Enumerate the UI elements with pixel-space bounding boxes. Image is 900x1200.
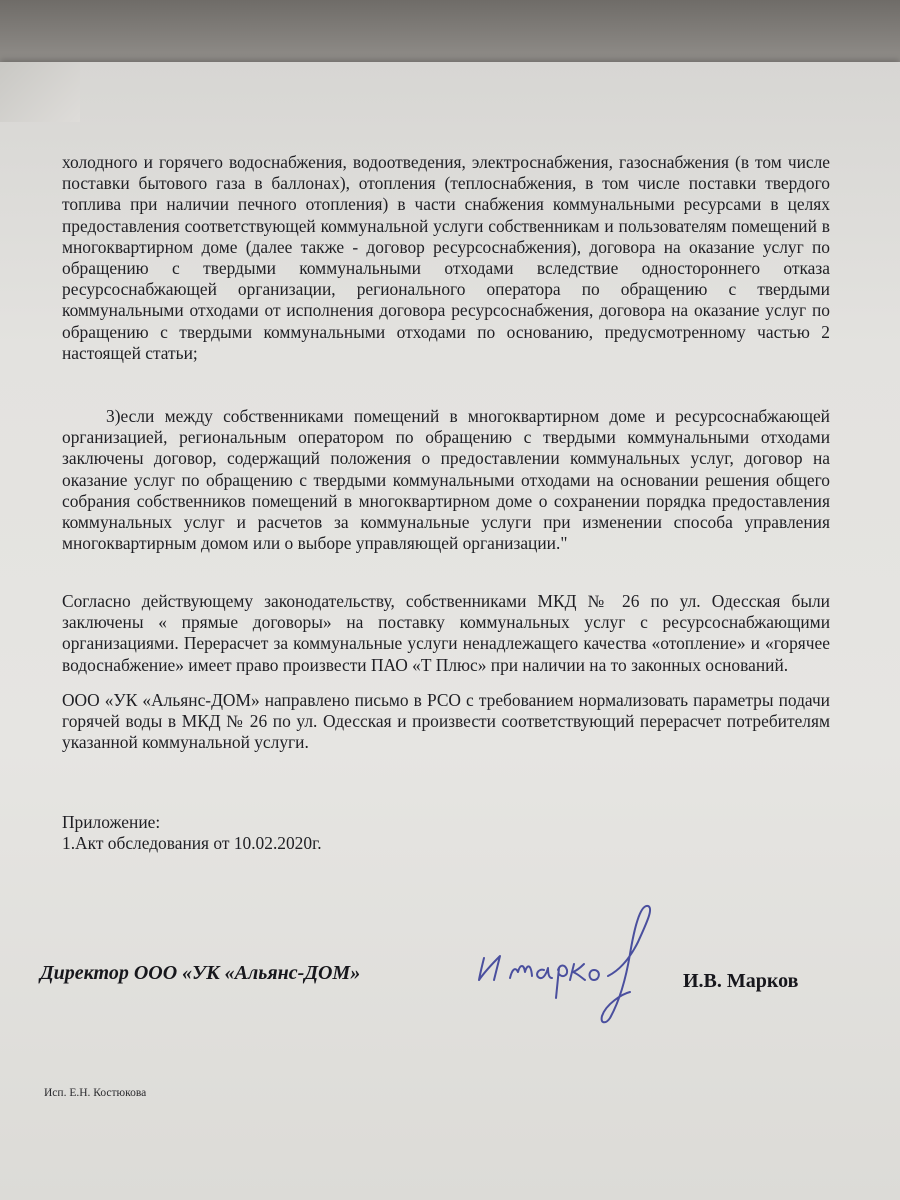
paragraph-letter-rso: ООО «УК «Альянс-ДОМ» направлено письмо в РСО с требованием нормализовать параметры подачи горячей воды в МКД № 26 по ул. Одесская и произвести соответствующий перерасчет потребителям указанной коммунальной услуги. xyxy=(62,690,830,753)
paragraph-services: холодного и горячего водоснабжения, водоотведения, электроснабжения, газоснабжения (в том числе поставки бытового газа в баллонах), отопления (теплоснабжения, в том числе поставки твердого топлива при наличии печного отопления) в части снабжения коммунальными ресурсами в целях предоставления соответствующей коммунальной услуги собственникам и пользователям помещений в многоквартирном доме (далее также - договор ресурсоснабжения), договора на оказание услуг по обращению с твердыми коммунальными отходами вследствие одностороннего отказа ресурсоснабжающей организации, регионального оператора по обращению с твердыми коммунальными отходами от исполнения договора ресурсоснабжения, договора на оказание услуг по обращению с твердыми коммунальными отходами по основанию, предусмотренному частью 2 настоящей статьи; xyxy=(62,152,830,363)
appendix xyxy=(62,812,322,854)
handwritten-signature xyxy=(470,900,670,1030)
paragraph-legislation: Согласно действующему законодательству, собственниками МКД № 26 по ул. Одесская были заключены « прямые договоры» на поставку коммунальных услуг с ресурсоснабжающими организациями. Перерасчет за коммунальные услуги ненадлежащего качества «отопление» и «горячее водоснабжение» имеет право произвести ПАО «Т Плюс» при наличии на то законных оснований. xyxy=(62,591,830,675)
director-name: И.В. Марков xyxy=(683,970,799,992)
director-title: Директор ООО «УК «Альянс-ДОМ» xyxy=(40,962,361,984)
page-fold xyxy=(0,62,80,122)
executor-note: Исп. Е.Н. Костюкова xyxy=(44,1087,147,1099)
paragraph-clause-3: 3)если между собственниками помещений в многоквартирном доме и ресурсоснабжающей организацией, региональным оператором по обращению с твердыми коммунальными отходами заключены договор, содержащий положения о предоставлении коммунальных услуг, договор на оказание услуг по обращению с твердыми коммунальными отходами на основании решения общего собрания собственников помещений в многоквартирном доме о сохранении порядка предоставления коммунальных услуг и расчетов за коммунальные услуги при изменении способа управления многоквартирным домом или о выборе управляющей организации." xyxy=(62,406,830,554)
appendix-heading: Приложение: xyxy=(62,812,161,832)
appendix-item: 1.Акт обследования от 10.02.2020г. xyxy=(62,833,322,853)
